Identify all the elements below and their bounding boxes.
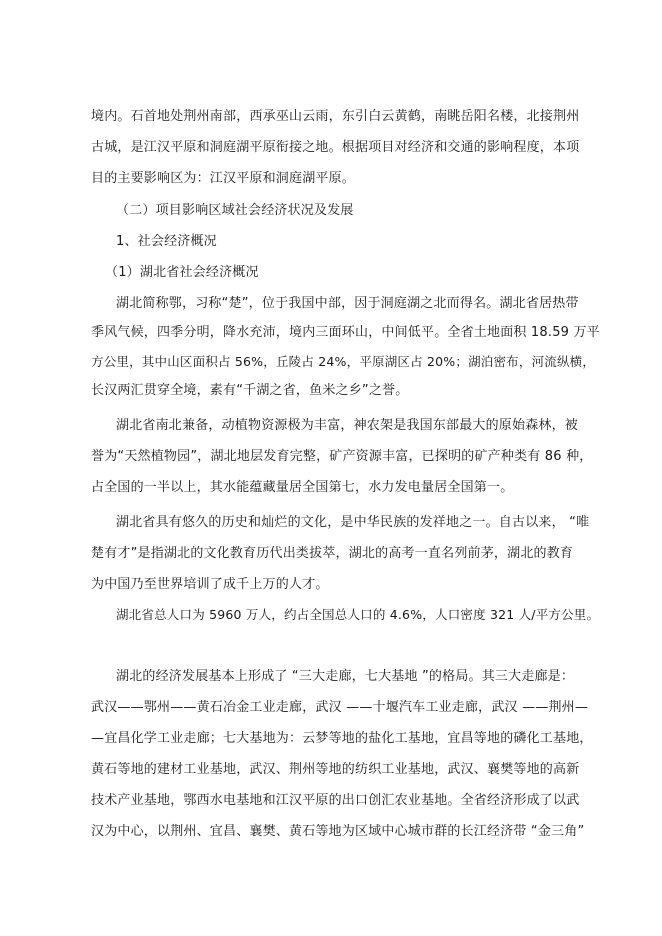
text-line: 季风气候，四季分明，降水充沛，境内三面环山，中间低平。全省土地面积 18.59 万平 — [91, 325, 600, 340]
text-line: —宜昌化学工业走廊；七大基地为：云梦等地的盐化工基地，宜昌等地的磷化工基地， — [91, 731, 593, 746]
section-heading: （二）项目影响区域社会经济状况及发展 — [116, 203, 354, 218]
text-line: 目的主要影响区为：江汉平原和洞庭湖平原。 — [91, 171, 356, 186]
text-line: 技术产业基地，鄂西水电基地和江汉平原的出口创汇农业基地。全省经济形成了以武 — [91, 793, 580, 808]
text-line: 湖北简称鄂，习称“楚”，位于我国中部，因于洞庭湖之北而得名。湖北省居热带 — [116, 296, 579, 311]
text-line: 境内。石首地处荆州南部，西承巫山云雨，东引白云黄鹤，南眺岳阳名楼，北接荆州 — [91, 109, 580, 124]
subsection-heading: （1）湖北省社会经济概况 — [105, 265, 259, 280]
text-line: 武汉——鄂州——黄石冶金工业走廊，武汉 ——十堰汽车工业走廊，武汉 ——荆州— — [91, 700, 589, 715]
text-line: 占全国的一半以上，其水能蕴藏量居全国第七，水力发电量居全国第一。 — [91, 480, 514, 495]
text-line: 楚有才”是指湖北的文化教育历代出类拔萃，湖北的高考一直名列前茅，湖北的教育 — [91, 546, 574, 561]
subsection-heading: 1、社会经济概况 — [116, 234, 217, 249]
text-line: 湖北的经济发展基本上形成了 “三大走廊，七大基地 ”的格局。其三大走廊是： — [116, 669, 575, 684]
text-line: 方公里，其中山区面积占 56%，丘陵占 24%，平原湖区占 20%；湖泊密布，河流纵横， — [91, 354, 596, 369]
text-line: 汉为中心，以荆州、宜昌、襄樊、黄石等地为区域中心城市群的长江经济带 “金三角” — [91, 824, 585, 839]
text-line: 誉为“天然植物园”，湖北地层发育完整，矿产资源丰富，已探明的矿产种类有 86 种， — [91, 449, 593, 464]
text-line: 湖北省具有悠久的历史和灿烂的文化，是中华民族的发祥地之一。自古以来， “唯 — [116, 515, 590, 530]
text-line: 古城，是江汉平原和洞庭湖平原衔接之地。根据项目对经济和交通的影响程度，本项 — [91, 140, 580, 155]
text-line: 湖北省南北兼备，动植物资源极为丰富，神农架是我国东部最大的原始森林，被 — [116, 418, 579, 433]
text-line: 为中国乃至世界培训了成千上万的人才。 — [91, 577, 329, 592]
text-line: 长汉两汇贯穿全境，素有“千湖之省，鱼米之乡”之誉。 — [91, 383, 409, 398]
text-line: 黄石等地的建材工业基地，武汉、荆州等地的纺织工业基地，武汉、襄樊等地的高新 — [91, 762, 580, 777]
text-line: 湖北省总人口为 5960 万人，约占全国总人口的 4.6%，人口密度 321 人/平方公里。 — [116, 607, 600, 622]
